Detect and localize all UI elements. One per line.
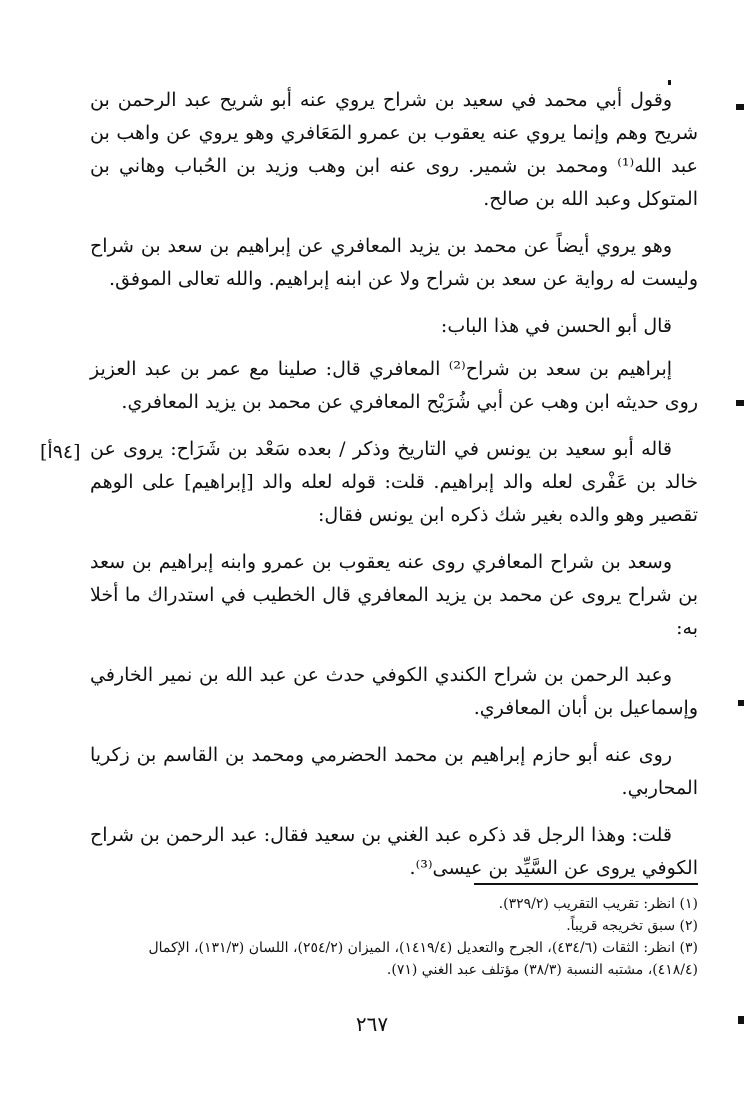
- footnotes: [95, 893, 698, 981]
- paragraph-8: روى عنه أبو حازم إبراهيم بن محمد الحضرمي ومحمد بن القاسم بن زكريا المحاربي.: [90, 744, 698, 799]
- footnote-divider: [474, 883, 698, 885]
- scan-edge-mark: [738, 1016, 744, 1024]
- paragraph-5: قاله أبو سعيد بن يونس في التاريخ وذكر / بعده سَعْد بن شَرَاح: يروى عن خالد بن عَفْرى لعله والد إبراهيم. قلت: قوله لعله والد [إبراهيم] على الوهم تقصير وهو والده بغير شك ذكره ابن يونس فقال:: [90, 438, 698, 526]
- paragraph-7: وعبد الرحمن بن شراح الكندي الكوفي حدث عن عبد الله بن نمير الخارفي وإسماعيل بن أبان المعافري.: [90, 664, 698, 719]
- paragraph-6: وسعد بن شراح المعافري روى عنه يعقوب بن عمرو وابنه إبراهيم بن سعد بن شراح يروى عن محمد بن يزيد المعافري قال الخطيب في استدراك ما أخلا به:: [90, 551, 698, 639]
- paragraph-4: إبراهيم بن سعد بن شراح⁽²⁾ المعافري قال: صلينا مع عمر بن عبد العزيز روى حديثه ابن وهب عن أبي شُرَيْح المعافري عن محمد بن يزيد المعافري.: [90, 358, 698, 413]
- scan-edge-mark: [738, 700, 744, 706]
- scan-edge-mark: [736, 104, 744, 110]
- scan-speck: [668, 80, 671, 85]
- page-number: ٢٦٧: [355, 1012, 389, 1036]
- footnote-3: (٣) انظر: الثقات (٤٣٤/٦)، الجرح والتعديل (١٤١٩/٤)، الميزان (٢٥٤/٢)، اللسان (١٣١/٣)، الإكمال (٤١٨/٤)، مشتبه النسبة (٣٨/٣) مؤتلف عبد الغني (٧١).: [148, 940, 698, 978]
- margin-folio-note: [٩٤أ]: [40, 441, 81, 463]
- scan-edge-mark: [736, 400, 744, 406]
- footnote-2: (٢) سبق تخريجه قريباً.: [566, 918, 698, 934]
- main-text: [90, 84, 698, 899]
- footnote-1: (١) انظر: تقريب التقريب (٣٢٩/٢).: [498, 896, 698, 912]
- paragraph-9: قلت: وهذا الرجل قد ذكره عبد الغني بن سعيد فقال: عبد الرحمن بن شراح الكوفي يروى عن السَّيِّد بن عيسى⁽³⁾.: [90, 824, 698, 879]
- paragraph-1: وقول أبي محمد في سعيد بن شراح يروي عنه أبو شريح عبد الرحمن بن شريح وهم وإنما يروي عنه يعقوب بن عمرو المَعَافري وهو يروي عن واهب بن عبد الله⁽¹⁾ ومحمد بن شمير. روى عنه ابن وهب وزيد بن الحُباب وهاني بن المتوكل وعبد الله بن صالح.: [90, 89, 698, 210]
- paragraph-3: قال أبو الحسن في هذا الباب:: [440, 315, 672, 337]
- paragraph-2: وهو يروي أيضاً عن محمد بن يزيد المعافري عن إبراهيم بن سعد بن شراح وليست له رواية عن سعد بن شراح ولا عن ابنه إبراهيم. والله تعالى الموفق.: [90, 235, 698, 290]
